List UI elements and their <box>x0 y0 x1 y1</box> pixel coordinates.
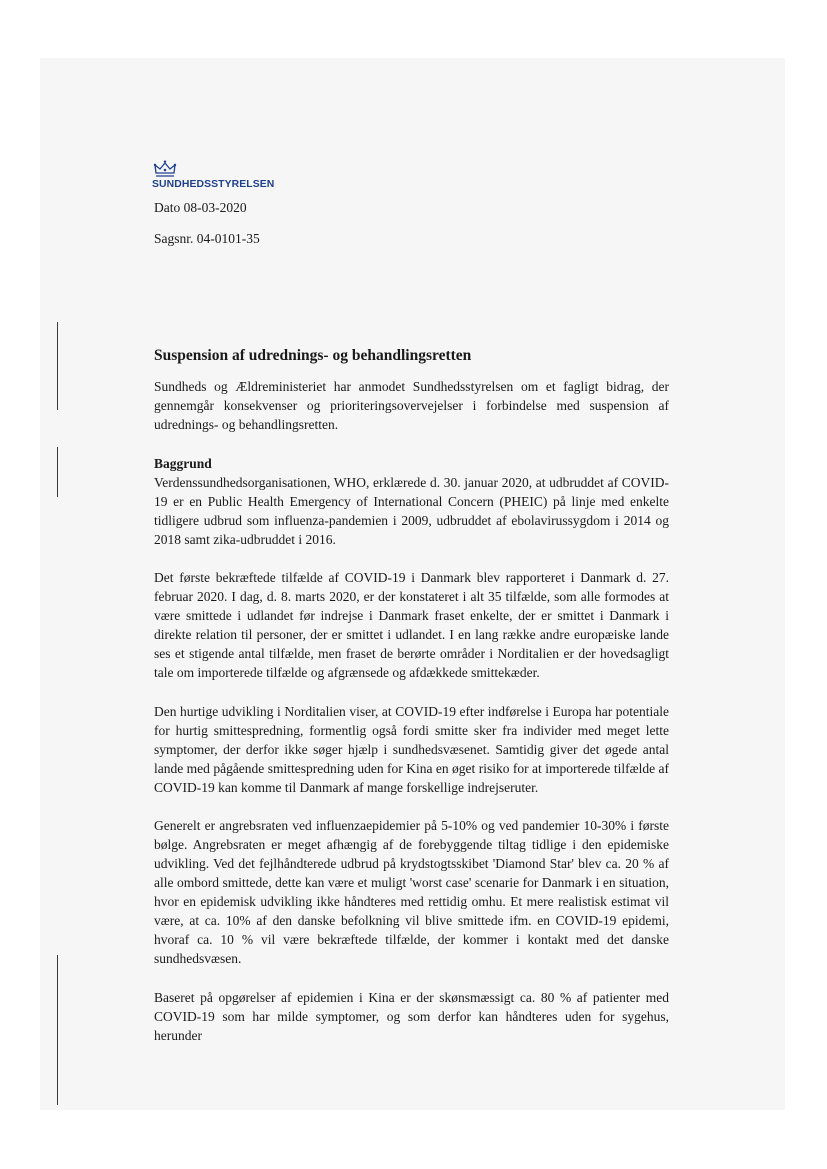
case-number: Sagsnr. 04-0101-35 <box>154 231 260 246</box>
body-paragraph: Den hurtige udvikling i Norditalien viser, at COVID-19 efter indførelse i Europa har potentiale for hurtig smittespredning, formentlig også fordi smitte sker fra individer med meget lette symptomer, der derfor ikke søger hjælp i sundhedsvæsenet. Samtidig giver det øgede antal lande med pågående smittespredning uden for Kina en øget risiko for at importerede tilfælde af COVID-19 kan komme til Danmark af mange forskellige indrejseruter. <box>154 703 669 795</box>
body-paragraph: Baseret på opgørelser af epidemien i Kina er der skønsmæssigt ca. 80 % af patienter med COVID-19 som har milde symptomer, og som derfor kan håndteres uden for sygehus, herunder <box>154 989 669 1043</box>
page-title: Suspension af udrednings- og behandlingsretten <box>154 347 472 364</box>
crown-icon <box>153 160 177 178</box>
background-section <box>154 454 669 549</box>
scan-edge-line <box>57 322 58 410</box>
document-date: Dato 08-03-2020 <box>154 200 247 215</box>
section-heading: Baggrund <box>154 455 212 471</box>
body-paragraph: Generelt er angrebsraten ved influenzaepidemier på 5-10% og ved pandemier 10-30% i første bølge. Angrebsraten er meget afhængig af de forebyggende tiltag tidlige i den epidemiske udvikling. Ved det fejlhåndterede udbrud på krydstogtsskibet 'Diamond Star' blev ca. 20 % af alle ombord smittede, dette kan være et muligt 'worst case' scenarie for Danmark i en situation, hvor en epidemisk udvikling ikke håndteres med rettidig omhu. Et mere realistisk estimat vil være, at ca. 10% af den danske befolkning vil blive smittede ifm. en COVID-19 epidemi, hvoraf ca. 10 % vil være bekræftede tilfælde, der kommer i kontakt med det danske sundhedsvæsen. <box>154 818 669 966</box>
body-paragraph: Verdenssundhedsorganisationen, WHO, erklærede d. 30. januar 2020, at udbruddet af COVID-19 er en Public Health Emergency of International Concern (PHEIC) på linje med enkelte tidligere udbrud som influenza-pandemien i 2009, udbruddet af ebolavirussygdom i 2014 og 2018 samt zika-udbruddet i 2016. <box>154 474 669 547</box>
document-body <box>154 377 669 1064</box>
logo-text: SUNDHEDSSTYRELSEN <box>152 179 275 190</box>
scan-edge-line <box>57 955 58 1105</box>
intro-paragraph: Sundheds og Ældreministeriet har anmodet Sundhedsstyrelsen om et fagligt bidrag, der gennemgår konsekvenser og prioriteringsovervejelser i forbindelse med suspension af udrednings- og behandlingsretten. <box>154 379 669 432</box>
sundhedsstyrelsen-logo <box>152 160 282 190</box>
body-paragraph: Det første bekræftede tilfælde af COVID-19 i Danmark blev rapporteret i Danmark d. 27. februar 2020. I dag, d. 8. marts 2020, er der konstateret i alt 35 tilfælde, som alle formodes at være smittede i udlandet før indrejse i Danmark fraset enkelte, der er smittet i Danmark i direkte relation til personer, der er smittet i udlandet. I en lang række andre europæiske lande ses et stigende antal tilfælde, men fraset de berørte områder i Norditalien er der hovedsagligt tale om importerede tilfælde og afgrænsede og afdækkede smittekæder. <box>154 570 669 680</box>
scan-edge-line <box>57 447 58 497</box>
